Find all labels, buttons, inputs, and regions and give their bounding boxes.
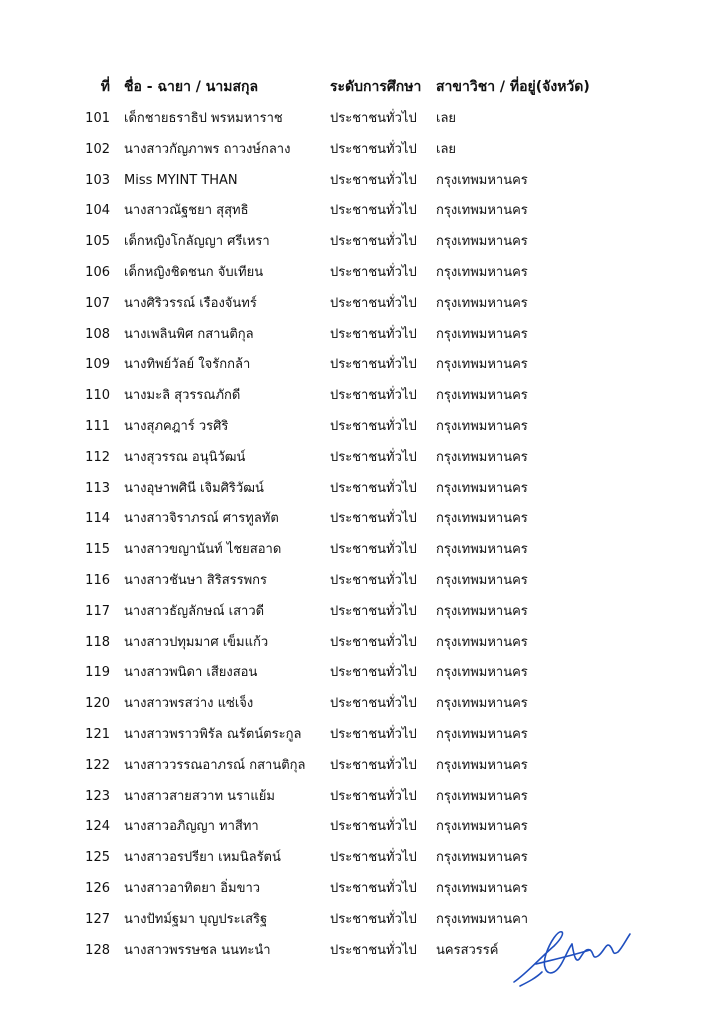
row-department-province: กรุงเทพมหานคร (436, 419, 528, 434)
header-education-level: ระดับการศึกษา (330, 79, 422, 95)
table-row (0, 535, 722, 565)
table-row (0, 720, 722, 750)
row-department-province: กรุงเทพมหานคร (436, 573, 528, 588)
row-number: 109 (85, 357, 110, 373)
row-name: นางมะลิ สุวรรณภักดี (124, 388, 241, 404)
row-name: นางสาวพรสว่าง แซ่เจ็ง (124, 696, 254, 712)
table-row (0, 843, 722, 873)
row-department-province: กรุงเทพมหานคร (436, 480, 528, 496)
table-row (0, 874, 722, 904)
row-education-level: ประชาชนทั่วไป (330, 942, 417, 958)
row-number: 102 (85, 141, 110, 157)
row-education-level: ประชาชนทั่วไป (330, 727, 417, 742)
row-department-province: กรุงเทพมหานคร (436, 203, 528, 219)
row-education-level: ประชาชนทั่วไป (330, 757, 417, 773)
row-number: 115 (85, 542, 110, 558)
header-name: ชื่อ - ฉายา / นามสกุล (124, 79, 259, 95)
table-row (0, 289, 722, 319)
row-education-level: ประชาชนทั่วไป (330, 480, 417, 496)
row-number: 125 (85, 850, 110, 866)
row-number: 105 (85, 234, 110, 250)
row-name: เด็กชายธราธิป พรหมหาราช (124, 111, 283, 126)
row-education-level: ประชาชนทั่วไป (330, 265, 417, 280)
row-department-province: กรุงเทพมหานคร (436, 757, 528, 773)
row-department-province: กรุงเทพมหานคร (436, 696, 528, 712)
row-number: 126 (85, 881, 110, 896)
row-name: นางสาวพราวพิรัล ณรัตน์ตระกูล (124, 727, 302, 742)
table-row (0, 258, 722, 288)
table-row (0, 443, 722, 473)
row-education-level: ประชาชนทั่วไป (330, 696, 417, 712)
table-row (0, 812, 722, 842)
table-row (0, 658, 722, 688)
row-education-level: ประชาชนทั่วไป (330, 141, 417, 157)
row-education-level: ประชาชนทั่วไป (330, 788, 417, 804)
handwritten-signature (506, 912, 636, 992)
row-name: นางสาวธัญลักษณ์ เสาวดี (124, 603, 265, 619)
row-education-level: ประชาชนทั่วไป (330, 881, 417, 896)
row-education-level: ประชาชนทั่วไป (330, 234, 417, 250)
table-row (0, 196, 722, 226)
row-education-level: ประชาชนทั่วไป (330, 172, 417, 188)
table-row (0, 227, 722, 257)
row-department-province: กรุงเทพมหานคร (436, 265, 528, 280)
header-department-province: สาขาวิชา / ที่อยู่(จังหวัด) (436, 79, 590, 95)
row-education-level: ประชาชนทั่วไป (330, 603, 417, 619)
row-education-level: ประชาชนทั่วไป (330, 819, 417, 835)
row-name: Miss MYINT THAN (124, 172, 238, 188)
row-department-province: กรุงเทพมหานคร (436, 542, 528, 558)
table-row (0, 474, 722, 504)
row-education-level: ประชาชนทั่วไป (330, 911, 417, 927)
row-education-level: ประชาชนทั่วไป (330, 573, 417, 588)
row-number: 107 (85, 295, 110, 311)
table-row (0, 628, 722, 658)
row-number: 113 (85, 480, 110, 496)
table-row (0, 504, 722, 534)
row-education-level: ประชาชนทั่วไป (330, 357, 417, 373)
row-number: 108 (85, 326, 110, 342)
row-department-province: กรุงเทพมหานคร (436, 357, 528, 373)
row-department-province: เลย (436, 111, 457, 126)
row-name: นางสาวอาทิตยา อิ่มขาว (124, 881, 261, 896)
table-header (0, 72, 722, 102)
row-name: นางสาวขญานันท์ ไชยสอาด (124, 542, 282, 558)
row-number: 119 (85, 665, 110, 681)
row-number: 103 (85, 172, 110, 188)
row-department-province: กรุงเทพมหานคร (436, 388, 528, 404)
row-name: นางสาวกัญภาพร ถาวงษ์กลาง (124, 141, 291, 157)
row-department-province: กรุงเทพมหานคร (436, 634, 528, 650)
table-row (0, 566, 722, 596)
table-row (0, 135, 722, 165)
row-department-province: กรุงเทพมหานคร (436, 326, 528, 342)
row-name: นางสาวปทุมมาศ เข็มแก้ว (124, 634, 269, 650)
row-department-province: กรุงเทพมหานคร (436, 881, 528, 896)
row-number: 121 (85, 727, 110, 742)
row-number: 124 (85, 819, 110, 835)
row-number: 123 (85, 788, 110, 804)
row-name: นางสุวรรณ อนุนิวัฒน์ (124, 449, 246, 465)
row-name: นางสาวพนิดา เสียงสอน (124, 665, 258, 681)
row-department-province: กรุงเทพมหานคร (436, 511, 528, 527)
row-department-province: กรุงเทพมหานคร (436, 665, 528, 681)
row-education-level: ประชาชนทั่วไป (330, 449, 417, 465)
table-row (0, 751, 722, 781)
row-department-province: กรุงเทพมหานคร (436, 234, 528, 250)
row-number: 110 (85, 388, 110, 404)
row-name: นางสาวณัฐชยา สุสุทธิ (124, 203, 249, 219)
row-department-province: กรุงเทพมหานคร (436, 850, 528, 866)
row-education-level: ประชาชนทั่วไป (330, 511, 417, 527)
row-department-province: กรุงเทพมหานคร (436, 603, 528, 619)
row-education-level: ประชาชนทั่วไป (330, 419, 417, 434)
row-education-level: ประชาชนทั่วไป (330, 326, 417, 342)
table-row (0, 166, 722, 196)
row-name: นางสาวพรรษชล นนทะนำ (124, 942, 271, 958)
table-row (0, 689, 722, 719)
row-education-level: ประชาชนทั่วไป (330, 388, 417, 404)
row-name: นางศิริวรรณ์ เรืองจันทร์ (124, 295, 257, 311)
row-name: เด็กหญิงโกลัญญา ศรีเหรา (124, 234, 270, 250)
row-name: นางสาวอภิญญา ทาสีทา (124, 819, 259, 835)
row-number: 104 (85, 203, 110, 219)
row-number: 114 (85, 511, 110, 527)
row-department-province: กรุงเทพมหานคร (436, 449, 528, 465)
row-name: นางเพลินพิศ กสานติกุล (124, 326, 254, 342)
row-department-province: กรุงเทพมหานคา (436, 911, 529, 927)
row-name: นางสุภคฎาร์ วรศิริ (124, 419, 229, 434)
table-row (0, 104, 722, 134)
row-name: นางทิพย์วัลย์ ใจรักกล้า (124, 357, 251, 373)
row-number: 101 (85, 111, 110, 126)
table-row (0, 350, 722, 380)
row-number: 127 (85, 911, 110, 927)
row-name: นางปัทม์ฐมา บุญประเสริฐ (124, 911, 268, 927)
row-education-level: ประชาชนทั่วไป (330, 850, 417, 866)
row-name: นางอุษาพศินี เจิมศิริวัฒน์ (124, 480, 264, 496)
row-number: 122 (85, 757, 110, 773)
header-no: ที่ (100, 79, 110, 95)
row-education-level: ประชาชนทั่วไป (330, 203, 417, 219)
row-number: 128 (85, 942, 110, 958)
row-department-province: เลย (436, 141, 457, 157)
row-name: นางสาววรรณอาภรณ์ กสานติกุล (124, 757, 306, 773)
row-education-level: ประชาชนทั่วไป (330, 542, 417, 558)
table-row (0, 782, 722, 812)
row-department-province: นครสวรรค์ (436, 942, 499, 958)
table-row (0, 597, 722, 627)
row-education-level: ประชาชนทั่วไป (330, 634, 417, 650)
row-name: เด็กหญิงชิดชนก จับเทียน (124, 265, 264, 280)
row-education-level: ประชาชนทั่วไป (330, 111, 417, 126)
row-number: 111 (85, 419, 110, 434)
table-row (0, 412, 722, 442)
row-education-level: ประชาชนทั่วไป (330, 665, 417, 681)
row-department-province: กรุงเทพมหานคร (436, 295, 528, 311)
row-number: 120 (85, 696, 110, 712)
row-name: นางสาวอรปรียา เหมนิลรัตน์ (124, 850, 281, 866)
row-number: 117 (85, 603, 110, 619)
row-department-province: กรุงเทพมหานคร (436, 788, 528, 804)
row-department-province: กรุงเทพมหานคร (436, 819, 528, 835)
row-name: นางสาวสายสวาท นราแย้ม (124, 788, 275, 804)
row-number: 116 (85, 573, 110, 588)
row-department-province: กรุงเทพมหานคร (436, 727, 528, 742)
row-name: นางสาวจิราภรณ์ ศารทูลทัต (124, 511, 279, 527)
row-department-province: กรุงเทพมหานคร (436, 172, 528, 188)
table-row (0, 381, 722, 411)
row-number: 112 (85, 449, 110, 465)
row-number: 106 (85, 265, 110, 280)
row-number: 118 (85, 634, 110, 650)
row-education-level: ประชาชนทั่วไป (330, 295, 417, 311)
row-name: นางสาวชันษา สิริสรรพกร (124, 573, 268, 588)
table-row (0, 320, 722, 350)
